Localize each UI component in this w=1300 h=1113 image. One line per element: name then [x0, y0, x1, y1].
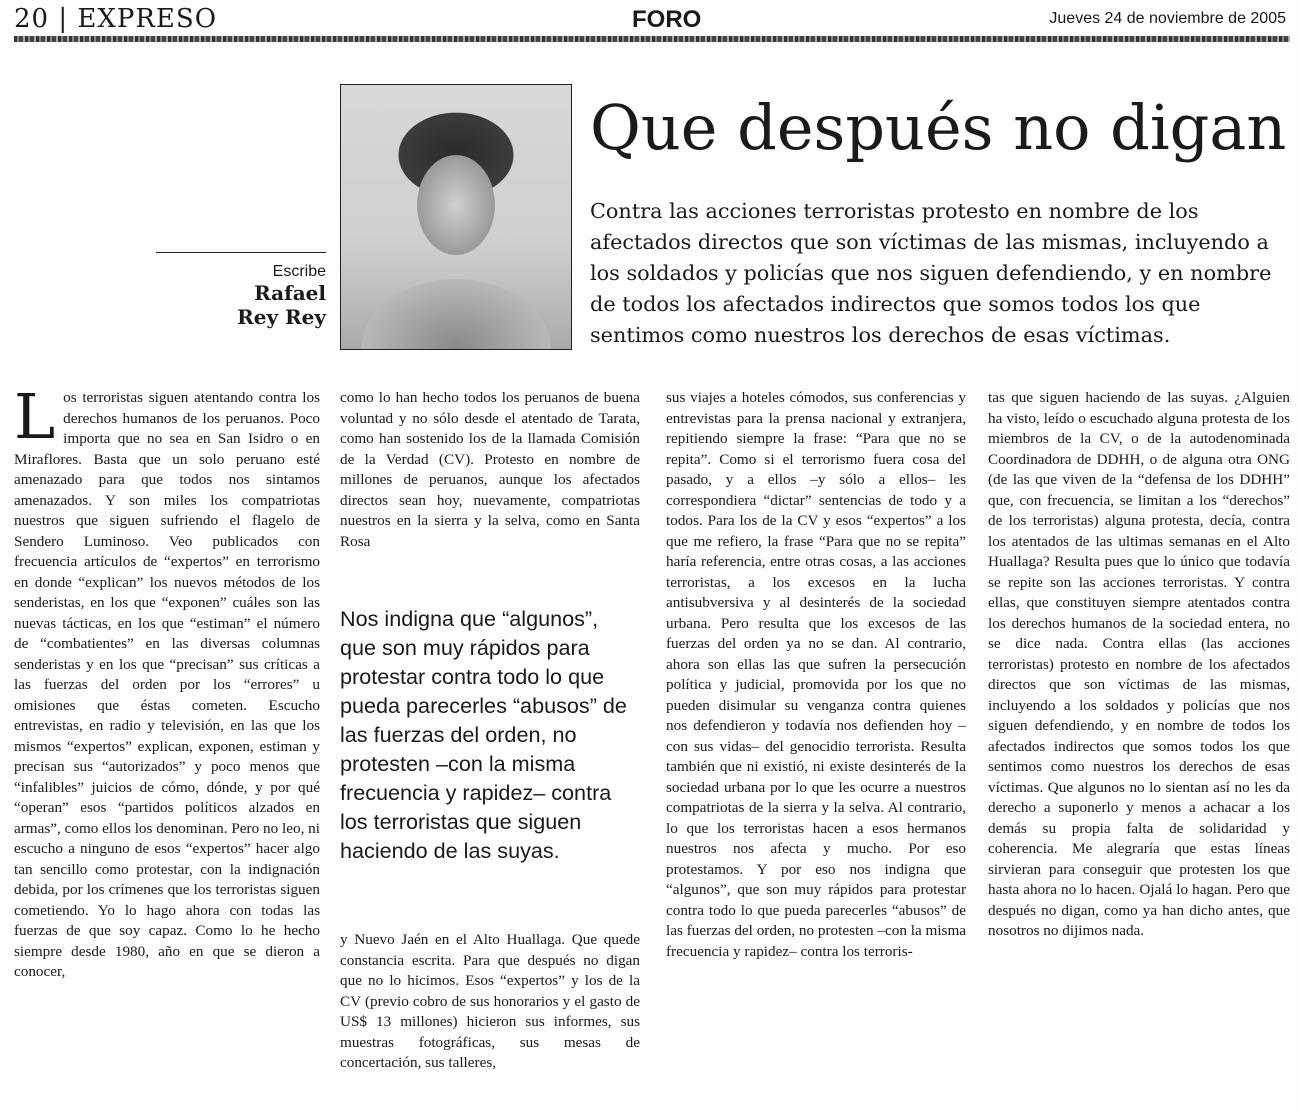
- author-photo-shoulders: [361, 279, 551, 349]
- body-column-2-bottom: y Nuevo Jaén en el Alto Huallaga. Que quede constancia escrita. Para que después no digan que no lo hicimos. Esos “expertos” y los de la CV (previo cobro de sus honorarios y el gasto de US$ 13 millones) hicieron sus informes, sus muestras fotográficas, sus mesas de concertación, sus talleres,: [340, 931, 640, 1071]
- pull-quote: Nos indigna que “algunos”, que son muy rápidos para protestar contra todo lo que pueda parecerles “abusos” de las fuerzas del orden, no protesten –con la misma frecuencia y rapidez– contra los terroristas que siguen haciendo de las suyas.: [340, 606, 627, 863]
- page-number-masthead: 20 | EXPRESO: [14, 4, 218, 34]
- article-dek: Contra las acciones terroristas protesto en nombre de los afectados directos que son víctimas de las mismas, incluyendo a los soldados y policías que nos siguen defendiendo, y en nombre de todos los afectados indirectos que somos todos los que sentimos como nuestros los derechos de esas víctimas.: [590, 199, 1272, 347]
- body-column-1: [14, 380, 320, 983]
- author-last-name: Rey Rey: [237, 305, 326, 329]
- body-column-1-text: os terroristas siguen atentando contra los derechos humanos de los peruanos. Poco importa que no sea en San Isidro o en Miraflores. Basta que un solo peruano esté amenazado para que todos nos sintamos amenazados. Y son miles los compatriotas nuestros que siguen sufriendo el flagelo de Sendero Luminoso. Veo publicados con frecuencia artículos de “expertos” en terrorismo en donde “explican” los nuevos métodos de los senderistas, en los que “exponen” cuáles son las nuevas tácticas, en los que “estiman” el número de “combatientes” en las diversas columnas senderistas y en los que “precisan” sus críticas a las fuerzas del orden por los “errores” u omisiones que éstas cometen. Escucho entrevistas, en radio y televisión, en las que los mismos “expertos” explican, exponen, estiman y precisan sus “autorizados” y poco menos que “infalibles” juicios de cómo, dónde, y por qué “operan” esos “partidos políticos alzados en armas”, como ellos los denominan. Pero no leo, ni escucho a ninguno de esos “expertos” hacer algo tan sencillo como protestar, con la indignación debida, por los crímenes que los terroristas siguen cometiendo. Yo lo hago ahora con todas las fuerzas de que soy capaz. Como lo he hecho siempre desde 1980, año en que se dieron a conocer,: [14, 389, 320, 980]
- section-title: FORO: [632, 6, 702, 33]
- issue-date: Jueves 24 de noviembre de 2005: [1049, 10, 1286, 27]
- header-rule: [14, 36, 1290, 42]
- body-column-2-top: como lo han hecho todos los peruanos de buena voluntad y no sólo desde el atentado de Tarata, como han sostenido los de la llamada Comisión de la Verdad (CV). Protesto en nombre de millones de peruanos, aunque los afectados directos sean hoy, nuevamente, compatriotas nuestros en la sierra y la selva, como en Santa Rosa: [340, 389, 640, 550]
- article-headline: Que después no digan: [590, 91, 1287, 164]
- author-photo: [340, 84, 572, 350]
- byline-label: Escribe: [272, 263, 326, 280]
- drop-cap: L: [14, 380, 56, 453]
- byline: [156, 252, 326, 329]
- page-header: [14, 4, 1290, 38]
- body-column-4: tas que siguen haciendo de las suyas. ¿Alguien ha visto, leído o escuchado alguna protesta de los miembros de la CV, o de la autodenominada Coordinadora de DDHH, o de alguna otra ONG (de las que viven de la “defensa de los DDHH” que, con frecuencia, se limitan a los “derechos” de los terroristas) alguna protesta, decía, contra los atentados de las ultimas semanas en el Alto Huallaga? Resulta pues que lo único que todavía se repite son las acciones terroristas. Y contra ellas, que constituyen siempre atentados contra los derechos humanos de la sociedad entera, no se dice nada. Contra ellas (las acciones terroristas) protesto en nombre de los afectados directos que son víctimas de las mismas, incluyendo a los soldados y policías que nos siguen defendiendo, y en nombre de todos los afectados indirectos que somos todos los que sentimos como nuestros los derechos de esas víctimas. Que algunos no lo sientan así no les da derecho a suponerlo y menos a achacar a los demás su propia falta de solidaridad y coherencia. Me alegraría que estas líneas sirvieran para conseguir que protesten los que hasta ahora no lo hacen. Ojalá lo hagan. Pero que después no digan, como ya han dicho antes, que nosotros no dijimos nada.: [988, 389, 1290, 939]
- author-first-name: Rafael: [254, 281, 326, 305]
- body-column-3: sus viajes a hoteles cómodos, sus conferencias y entrevistas para la prensa nacional y extranjera, repitiendo siempre la frase: “Para que no se repita”. Como si el terrorismo fuera cosa del pasado, y a ellos –y sólo a ellos– les correspondiera “dictar” sentencias de todo y a todos. Para los de la CV y esos “expertos” a los que me refiero, la frase “Para que no se repita” haría referencia, entre otras cosas, a las acciones terroristas, a los excesos en la lucha antisubversiva y al desinterés de la sociedad urbana. Pero resulta que los excesos de las fuerzas del orden ya no se dan. Al contrario, ahora son ellas las que sufren la persecución política y judicial, promovida por los que no pueden disimular su venganza contra quienes nos defendieron y todavía nos defienden hoy –con sus vidas– del genocidio terrorista. Resulta también que ni existió, ni existe desinterés de la sociedad urbana por lo que les ocurre a nuestros compatriotas de la sierra y la selva. Al contrario, lo que los terroristas hacen a esos hermanos nuestros nos afecta y mucho. Por eso protestamos. Y por eso nos indigna que “algunos”, que son muy rápidos para protestar contra todo lo que pueda parecerles “abusos” de las fuerzas del orden, no protesten –con la misma frecuencia y rapidez– contra los terroris-: [666, 389, 966, 960]
